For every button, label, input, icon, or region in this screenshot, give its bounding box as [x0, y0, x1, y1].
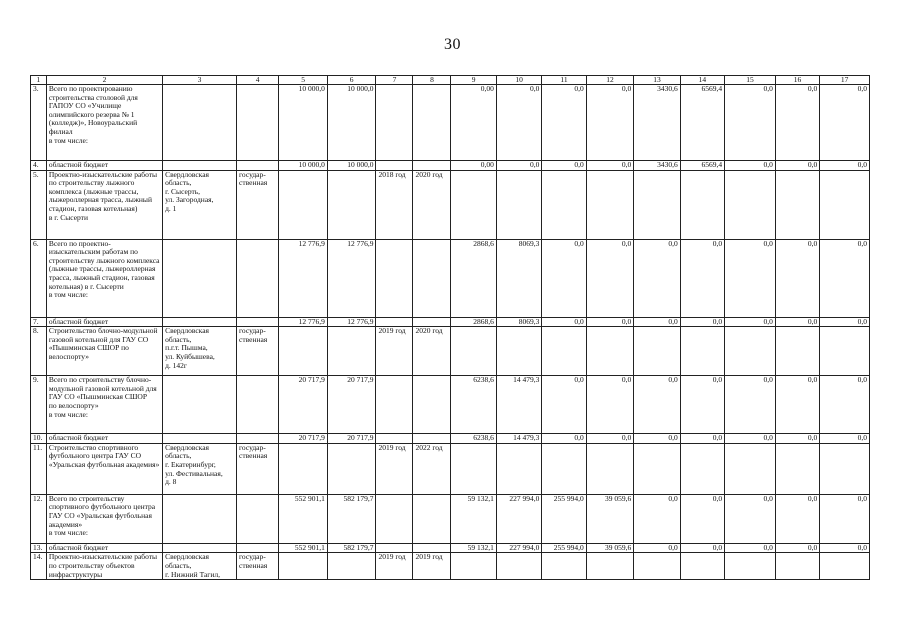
table-cell: 10 000,0: [327, 85, 376, 161]
table-cell: 8069,3: [496, 317, 541, 327]
table-cell: 0,0: [820, 161, 870, 171]
table-cell: 0,00: [451, 161, 496, 171]
table-cell: 12.: [31, 494, 47, 543]
table-cell: [163, 85, 237, 161]
table-cell: [376, 434, 413, 444]
table-cell: [634, 170, 680, 239]
table-cell: [451, 443, 496, 494]
table-cell: [634, 443, 680, 494]
table-cell: [680, 327, 724, 376]
header-cell: 5: [279, 76, 328, 85]
table-cell: [725, 443, 776, 494]
table-cell: Свердловская область, г. Нижний Тагил,: [163, 553, 237, 580]
header-cell: 4: [237, 76, 279, 85]
table-cell: 0,0: [775, 434, 819, 444]
table-cell: [413, 434, 451, 444]
table-cell: 0,0: [586, 161, 634, 171]
table-cell: [496, 553, 541, 580]
table-cell: 2019 год: [376, 553, 413, 580]
table-cell: 227 994,0: [496, 494, 541, 543]
table-cell: 0,0: [820, 543, 870, 553]
table-cell: [586, 443, 634, 494]
table-cell: 59 132,1: [451, 543, 496, 553]
table-cell: 9.: [31, 376, 47, 434]
table-cell: 4.: [31, 161, 47, 171]
table-cell: 255 994,0: [542, 494, 586, 543]
table-cell: 0,0: [542, 85, 586, 161]
table-cell: [163, 161, 237, 171]
table-row: [31, 494, 870, 543]
table-cell: 6238,6: [451, 434, 496, 444]
header-cell: 10: [496, 76, 541, 85]
table-cell: областной бюджет: [46, 317, 162, 327]
table-cell: 13.: [31, 543, 47, 553]
table-cell: 2019 год: [376, 443, 413, 494]
table-row: [31, 170, 870, 239]
table-cell: государ-ственная: [237, 553, 279, 580]
table-cell: [376, 317, 413, 327]
table-cell: [496, 443, 541, 494]
table-row: [31, 434, 870, 444]
table-cell: 0,0: [680, 239, 724, 317]
header-cell: 8: [413, 76, 451, 85]
table-cell: [413, 239, 451, 317]
table-cell: Свердловская область, п.г.т. Пышма, ул. Куйбышева, д. 142г: [163, 327, 237, 376]
table-cell: 0,0: [725, 239, 776, 317]
table-cell: [542, 327, 586, 376]
table-cell: 0,0: [542, 434, 586, 444]
table-cell: [413, 543, 451, 553]
table-cell: 0,0: [775, 376, 819, 434]
table-cell: Всего по строительству блочно-модульной газовой котельной для ГАУ СО «Пышминская СШОР по велоспорту» в том числе:: [46, 376, 162, 434]
table-cell: 0,0: [542, 376, 586, 434]
table-cell: [586, 553, 634, 580]
table-cell: 12 776,9: [327, 239, 376, 317]
table-row: [31, 317, 870, 327]
table-cell: 582 179,7: [327, 494, 376, 543]
header-cell: 14: [680, 76, 724, 85]
table-cell: 0,0: [680, 494, 724, 543]
table-cell: 0,0: [586, 317, 634, 327]
table-cell: 0,0: [586, 85, 634, 161]
table-cell: 3.: [31, 85, 47, 161]
table-cell: [451, 553, 496, 580]
table-cell: [413, 494, 451, 543]
table-cell: [634, 327, 680, 376]
header-cell: 15: [725, 76, 776, 85]
table-cell: областной бюджет: [46, 434, 162, 444]
table-cell: 0,0: [634, 317, 680, 327]
table-cell: 0,0: [542, 239, 586, 317]
header-cell: 16: [775, 76, 819, 85]
table-cell: 2868,6: [451, 317, 496, 327]
table-row: [31, 543, 870, 553]
table-cell: 3430,6: [634, 161, 680, 171]
table-cell: 6238,6: [451, 376, 496, 434]
table-row: [31, 443, 870, 494]
table-cell: 0,00: [451, 85, 496, 161]
table-cell: [327, 327, 376, 376]
table-cell: 0,0: [725, 161, 776, 171]
table-cell: 8.: [31, 327, 47, 376]
table-cell: 39 059,6: [586, 494, 634, 543]
table-cell: [775, 170, 819, 239]
table-cell: [680, 553, 724, 580]
header-cell: 13: [634, 76, 680, 85]
table-cell: [237, 434, 279, 444]
table-cell: 2020 год: [413, 327, 451, 376]
table-cell: [496, 170, 541, 239]
header-cell: 2: [46, 76, 162, 85]
table-cell: Проектно-изыскательские работы по строительству объектов инфраструктуры: [46, 553, 162, 580]
table-cell: [820, 443, 870, 494]
table-cell: 2020 год: [413, 170, 451, 239]
table-cell: [279, 443, 328, 494]
table-cell: 0,0: [586, 239, 634, 317]
header-row: [31, 76, 870, 85]
table-cell: [725, 170, 776, 239]
table-cell: 10 000,0: [279, 161, 328, 171]
table-cell: [586, 170, 634, 239]
table-cell: 2019 год: [376, 327, 413, 376]
table-cell: [680, 170, 724, 239]
table-cell: 0,0: [542, 317, 586, 327]
table-cell: 0,0: [775, 494, 819, 543]
table-cell: 12 776,9: [279, 239, 328, 317]
table-cell: [451, 327, 496, 376]
table-cell: 227 994,0: [496, 543, 541, 553]
header-cell: 3: [163, 76, 237, 85]
table-cell: 0,0: [496, 85, 541, 161]
table-cell: 0,0: [725, 434, 776, 444]
header-cell: 1: [31, 76, 47, 85]
table-cell: 20 717,9: [279, 376, 328, 434]
table-row: [31, 239, 870, 317]
table-cell: [820, 170, 870, 239]
header-cell: 9: [451, 76, 496, 85]
table-cell: [327, 553, 376, 580]
table-cell: Строительство спортивного футбольного центра ГАУ СО «Уральская футбольная академия»: [46, 443, 162, 494]
table-cell: 552 901,1: [279, 494, 328, 543]
table-cell: [237, 85, 279, 161]
table-cell: [413, 376, 451, 434]
table-cell: 0,0: [634, 494, 680, 543]
table-cell: 14 479,3: [496, 376, 541, 434]
table-cell: 0,0: [775, 161, 819, 171]
table-row: [31, 327, 870, 376]
table-cell: 10.: [31, 434, 47, 444]
table-cell: [163, 239, 237, 317]
header-cell: 17: [820, 76, 870, 85]
table-cell: [413, 161, 451, 171]
table-cell: 552 901,1: [279, 543, 328, 553]
table-cell: [376, 85, 413, 161]
table-cell: 7.: [31, 317, 47, 327]
header-cell: 11: [542, 76, 586, 85]
table-cell: 39 059,6: [586, 543, 634, 553]
table-cell: [586, 327, 634, 376]
table-cell: 0,0: [775, 85, 819, 161]
table-cell: 2018 год: [376, 170, 413, 239]
table-cell: [163, 317, 237, 327]
table-cell: 0,0: [725, 85, 776, 161]
table-cell: 11.: [31, 443, 47, 494]
table-cell: 6.: [31, 239, 47, 317]
table-cell: [237, 494, 279, 543]
table-row: [31, 376, 870, 434]
table-cell: [376, 543, 413, 553]
table-cell: [725, 327, 776, 376]
table-cell: 0,0: [775, 543, 819, 553]
table-cell: 0,0: [820, 376, 870, 434]
table-cell: 0,0: [680, 543, 724, 553]
table-cell: 12 776,9: [327, 317, 376, 327]
table-cell: [237, 543, 279, 553]
table-cell: 6569,4: [680, 161, 724, 171]
investment-table: [30, 75, 870, 580]
table-cell: [279, 553, 328, 580]
table-cell: 0,0: [820, 434, 870, 444]
table-cell: 0,0: [725, 543, 776, 553]
table-cell: областной бюджет: [46, 161, 162, 171]
table-cell: 20 717,9: [327, 434, 376, 444]
table-cell: 0,0: [542, 161, 586, 171]
table-cell: 2868,6: [451, 239, 496, 317]
table-cell: [376, 161, 413, 171]
table-cell: 0,0: [634, 543, 680, 553]
table-cell: 0,0: [496, 161, 541, 171]
table-cell: [775, 443, 819, 494]
table-cell: [820, 327, 870, 376]
table-cell: Свердловская область, г. Сысерть, ул. Загородная, д. 1: [163, 170, 237, 239]
table-cell: Всего по проектированию строительства столовой для ГАПОУ СО «Училище олимпийского резерва № 1 (колледж)», Новоуральский филиал в том числе:: [46, 85, 162, 161]
table-body: [31, 76, 870, 580]
table-cell: 0,0: [586, 434, 634, 444]
table-cell: 20 717,9: [279, 434, 328, 444]
table-cell: [376, 239, 413, 317]
table-cell: 10 000,0: [327, 161, 376, 171]
table-cell: 6569,4: [680, 85, 724, 161]
table-cell: 0,0: [634, 434, 680, 444]
table-cell: [237, 376, 279, 434]
table-cell: [725, 553, 776, 580]
table-cell: 2019 год: [413, 553, 451, 580]
table-cell: [327, 170, 376, 239]
table-cell: Строительство блочно-модульной газовой котельной для ГАУ СО «Пышминская СШОР по велоспорту»: [46, 327, 162, 376]
table-cell: 582 179,7: [327, 543, 376, 553]
table-cell: [163, 543, 237, 553]
table-cell: Всего по строительству спортивного футбольного центра ГАУ СО «Уральская футбольная академия» в том числе:: [46, 494, 162, 543]
table-cell: 5.: [31, 170, 47, 239]
table-cell: 0,0: [775, 239, 819, 317]
table-row: [31, 161, 870, 171]
table-cell: 0,0: [820, 239, 870, 317]
table-cell: 0,0: [634, 376, 680, 434]
table-cell: [542, 553, 586, 580]
table-cell: государ-ственная: [237, 327, 279, 376]
table-cell: 0,0: [775, 317, 819, 327]
table-cell: [237, 161, 279, 171]
table-cell: Проектно-изыскательские работы по строительству лыжного комплекса (лыжные трассы, лыжероллерная трасса, лыжный стадион, газовая котельная) в г. Сысерти: [46, 170, 162, 239]
header-cell: 12: [586, 76, 634, 85]
header-cell: 7: [376, 76, 413, 85]
table-cell: [376, 376, 413, 434]
table-cell: государ-ственная: [237, 443, 279, 494]
header-cell: 6: [327, 76, 376, 85]
table-cell: [542, 170, 586, 239]
table-cell: [451, 170, 496, 239]
table-cell: [327, 443, 376, 494]
table-cell: 0,0: [634, 239, 680, 317]
table-cell: 59 132,1: [451, 494, 496, 543]
table-cell: [279, 170, 328, 239]
table-cell: [163, 494, 237, 543]
table-cell: 0,0: [725, 376, 776, 434]
table-cell: [634, 553, 680, 580]
table-row: [31, 85, 870, 161]
table-cell: [775, 327, 819, 376]
table-cell: 0,0: [680, 317, 724, 327]
table-cell: 3430,6: [634, 85, 680, 161]
table-cell: 0,0: [680, 434, 724, 444]
table-row: [31, 553, 870, 580]
table-cell: 14.: [31, 553, 47, 580]
table-cell: 0,0: [586, 376, 634, 434]
page-number: 30: [444, 36, 461, 53]
table-cell: Всего по проектно-изыскательским работам по строительству лыжного комплекса (лыжные трассы, лыжероллерная трасса, лыжный стадион, газовая котельная) в г. Сысерти в том числе:: [46, 239, 162, 317]
table-cell: 0,0: [820, 85, 870, 161]
table-cell: 10 000,0: [279, 85, 328, 161]
table-cell: Свердловская область, г. Екатеринбург, ул. Фестивальная, д. 8: [163, 443, 237, 494]
table-cell: 0,0: [725, 494, 776, 543]
table-cell: 8069,3: [496, 239, 541, 317]
table-cell: [413, 317, 451, 327]
table-cell: [775, 553, 819, 580]
table-cell: [496, 327, 541, 376]
table-cell: [376, 494, 413, 543]
table-cell: 255 994,0: [542, 543, 586, 553]
table-cell: 0,0: [820, 317, 870, 327]
table-cell: [542, 443, 586, 494]
table-cell: 20 717,9: [327, 376, 376, 434]
table-cell: [237, 239, 279, 317]
table-cell: 2022 год: [413, 443, 451, 494]
table-cell: 0,0: [680, 376, 724, 434]
table-cell: [680, 443, 724, 494]
table-cell: 14 479,3: [496, 434, 541, 444]
table-cell: [279, 327, 328, 376]
table-cell: государ-ственная: [237, 170, 279, 239]
table-cell: [163, 434, 237, 444]
table-cell: 0,0: [820, 494, 870, 543]
table-cell: областной бюджет: [46, 543, 162, 553]
table-cell: 12 776,9: [279, 317, 328, 327]
table-cell: [237, 317, 279, 327]
table-cell: [820, 553, 870, 580]
table-cell: 0,0: [725, 317, 776, 327]
table-cell: [163, 376, 237, 434]
table-cell: [413, 85, 451, 161]
